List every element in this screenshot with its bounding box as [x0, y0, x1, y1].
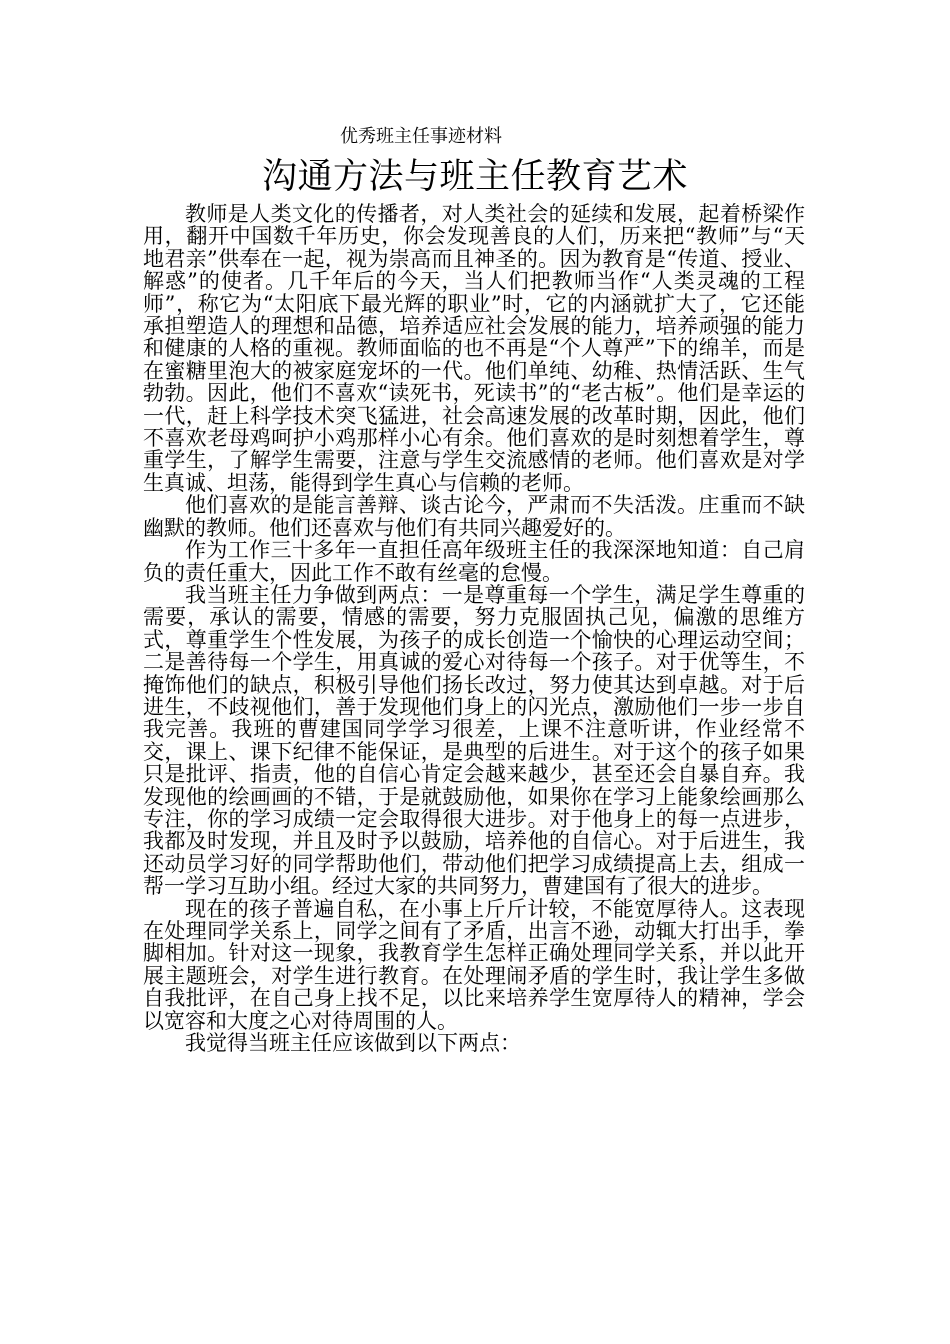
- body-paragraph: 现在的孩子普遍自私，在小事上斤斤计较，不能宽厚待人。这表现在处理同学关系上，同学之间有了矛盾，出言不逊，动辄大打出手，拳脚相加。针对这一现象，我教育学生怎样正确处理同学关系，并以此开展主题班会，对学生进行教育。在处理闹矛盾的学生时，我让学生多做自我批评，在自己身上找不足，以比来培养学生宽厚待人的精神，学会以宽容和大度之心对待周围的人。: [143, 896, 805, 1033]
- body-paragraph: 我觉得当班主任应该做到以下两点：: [185, 1031, 521, 1056]
- document-title: 沟通方法与班主任教育艺术: [261, 157, 688, 197]
- body-paragraph: 教师是人类文化的传播者，对人类社会的延续和发展，起着桥梁作用，翻开中国数千年历史，你会发现善良的人们，历来把“教师”与“天地君亲”供奉在一起，视为崇高而且神圣的。因为教育是“传道、授业、解惑”的使者。几千年后的今天，当人们把教师当作“人类灵魂的工程师”，称它为“太阳底下最光辉的职业”时，它的内涵就扩大了，它还能承担塑造人的理想和品德，培养适应社会发展的能力，培养顽强的能力和健康的人格的重视。教师面临的也不再是“个人尊严”下的绵羊，而是在蜜糖里泡大的被家庭宠坏的一代。他们单纯、幼稚、热情活跃、生气勃勃。因此，他们不喜欢“读死书，死读书”的“老古板”。他们是幸运的一代，赶上科学技术突飞猛进，社会高速发展的改革时期，因此，他们不喜欢老母鸡呵护小鸡那样小心有余。他们喜欢的是时刻想着学生，尊重学生，了解学生需要，注意与学生交流感情的老师。他们喜欢是对学生真诚、坦荡，能得到学生真心与信赖的老师。: [143, 202, 805, 495]
- body-paragraph: 我当班主任力争做到两点：一是尊重每一个学生，满足学生尊重的需要，承认的需要，情感的需要，努力克服固执己见，偏激的思维方式，尊重学生个性发展，为孩子的成长创造一个愉快的心理运动空间；二是善待每一个学生，用真诚的爱心对待每一个孩子。对于优等生，不掩饰他们的缺点，积极引导他们扬长改过，努力使其达到卓越。对于后进生，不歧视他们，善于发现他们身上的闪光点，激励他们一步一步自我完善。我班的曹建国同学学习很差，上课不注意听讲，作业经常不交，课上、课下纪律不能保证，是典型的后进生。对于这个的孩子如果只是批评、指责，他的自信心肯定会越来越少，甚至还会自暴自弃。我发现他的绘画画的不错，于是就鼓励他，如果你在学习上能象绘画那么专注，你的学习成绩一定会取得很大进步。对于他身上的每一点进步，我都及时发现，并且及时予以鼓励，培养他的自信心。对于后进生，我还动员学习好的同学帮助他们，带动他们把学习成绩提高上去，组成一帮一学习互助小组。经过大家的共同努力，曹建国有了很大的进步。: [143, 582, 805, 899]
- body-paragraph: 作为工作三十多年一直担任高年级班主任的我深深地知道：自己肩负的责任重大，因此工作不敢有丝毫的怠慢。: [143, 538, 805, 585]
- body-paragraph: 他们喜欢的是能言善辩、谈古论今，严肃而不失活泼。庄重而不缺幽默的教师。他们还喜欢与他们有共同兴趣爱好的。: [143, 493, 805, 540]
- document-body: [143, 203, 805, 1054]
- document-subtitle: 优秀班主任事迹材料: [340, 126, 502, 147]
